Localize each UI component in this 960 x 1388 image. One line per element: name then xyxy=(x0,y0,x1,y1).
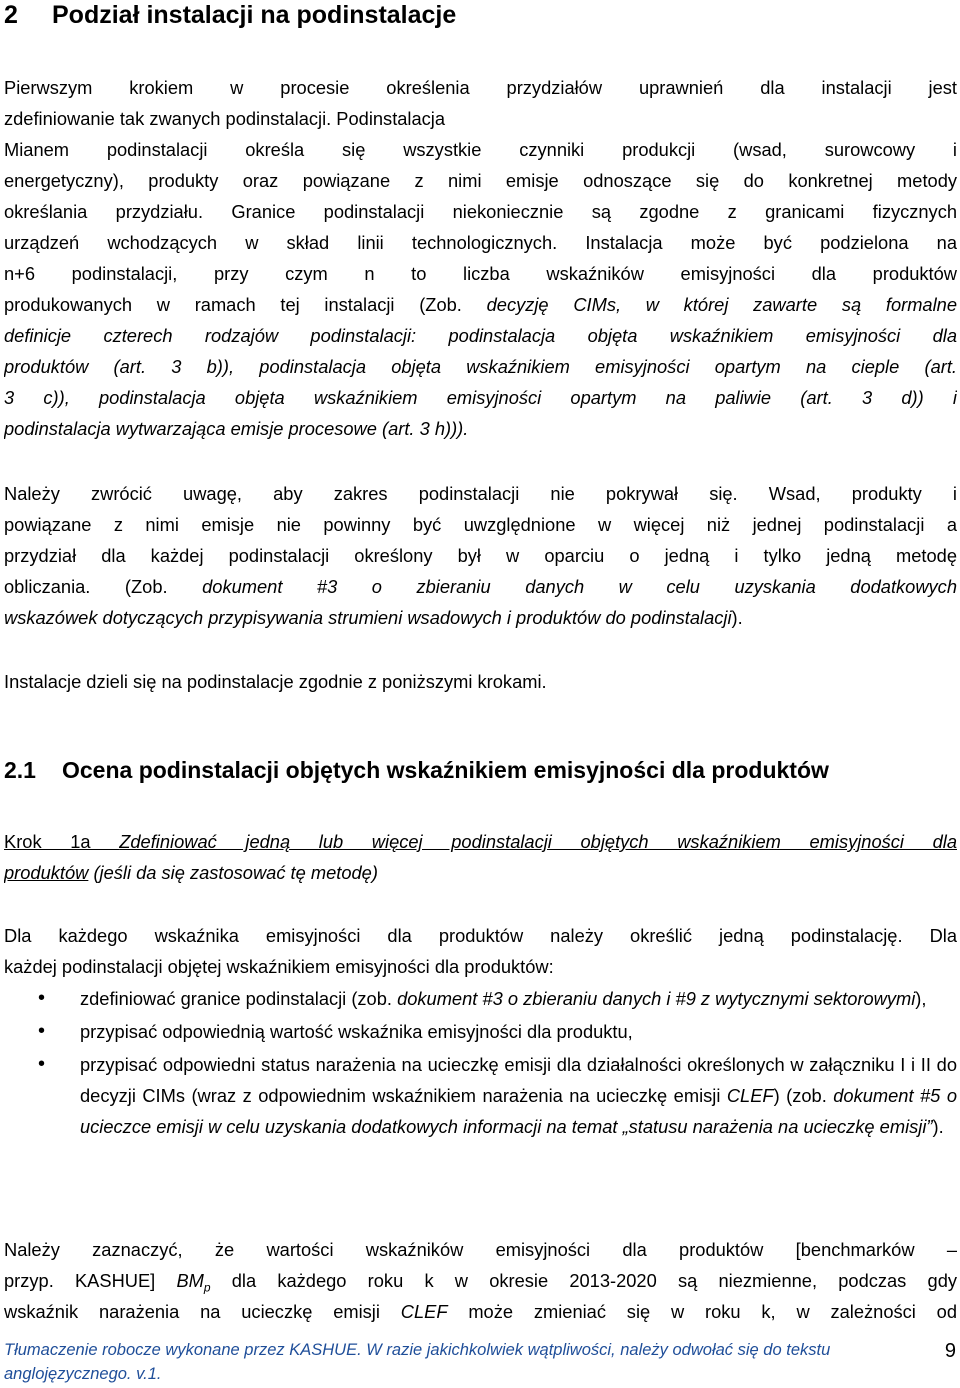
paragraph-per-benchmark: Dla każdego wskaźnika emisyjności dla produktów należy określić jedną podinstalację. Dla każdej podinstalacji objętej wskaźnikiem emisyjności dla produktów: xyxy=(4,925,957,977)
bullet-list xyxy=(4,983,957,1144)
paragraph-intro: Pierwszym krokiem w procesie określenia przydziałów uprawnień dla instalacji jest zdefiniowanie tak zwanych podinstalacji. Podinstalacja Mianem podinstalacji określa się wszystkie czynniki produkcji (wsad, surowcowy i energetyczny), produkty oraz powiązane z nimi emisje odnoszące się do konkretnej metody określania przydziału. Granice podinstalacji niekoniecznie są zgodne z granicami fizycznych urządzeń wchodzących w skład linii technologicznych. Instalacja może być podzielona na n+6 podinstalacji, przy czym n to liczba wskaźników emisyjności dla produktów produkowanych w ramach tej instalacji (Zob. decyzję CIMs, w której zawarte są formalne definicje czterech rodzajów podinstalacji: podinstalacja objęta wskaźnikiem emisyjności dla produktów (art. 3 b)), podinstalacja objęta wskaźnikiem emisyjności opartym na cieple (art. 3 c)), podinstalacja objęta wskaźnikiem emisyjności opartym na paliwie (art. 3 d)) i podinstalacja wytwarzająca emisje procesowe (art. 3 h))). xyxy=(4,77,957,439)
paragraph-overlap-note: Należy zwrócić uwagę, aby zakres podinstalacji nie pokrywał się. Wsad, produkty i powiązane z nimi emisje nie powinny być uwzględnione w więcej niż jednej podinstalacji a przydział dla każdej podinstalacji określony był w oparciu o jedną i tylko jedną metodę obliczania. (Zob. dokument #3 o zbieraniu danych w celu uzyskania dodatkowych wskazówek dotyczących przypisywania strumieni wsadowych i produktów do podinstalacji). xyxy=(4,483,957,628)
paragraph-clef-note: Należy zaznaczyć, że wartości wskaźników emisyjności dla produktów [benchmarków – przyp. KASHUE] $BM_p$ dla każdego roku k w okresie 2013-2020 są niezmienne, podczas gdy wskaźnik narażenia na ucieczkę emisji CLEF może zmieniać się w roku k, w zależności od xyxy=(4,1239,957,1322)
section-number: 2 xyxy=(4,1,18,29)
list-item: • przypisać odpowiednią wartość wskaźnika emisyjności dla produktu, xyxy=(4,1016,957,1047)
section-title: Podział instalacji na podinstalacje xyxy=(52,1,457,29)
list-item: • zdefiniować granice podinstalacji (zob. dokument #3 o zbieraniu danych i #9 z wytycznymi sektorowymi), xyxy=(4,983,957,1014)
subsection-heading xyxy=(4,755,829,785)
bullet-icon: • xyxy=(38,1053,46,1075)
section-heading xyxy=(4,0,456,30)
step-1a-heading: Krok 1a Zdefiniować jedną lub więcej podinstalacji objętych wskaźnikiem emisyjności dla produktów (jeśli da się zastosować tę metodę) xyxy=(4,831,957,883)
footer-note: Tłumaczenie robocze wykonane przez KASHUE. W razie jakichkolwiek wątpliwości, należy odwołać się do tekstu anglojęzycznego. v.1. xyxy=(4,1341,831,1383)
subsection-number: 2.1 xyxy=(4,757,36,783)
page-number: 9 xyxy=(944,1340,956,1362)
subsection-title: Ocena podinstalacji objętych wskaźnikiem emisyjności dla produktów xyxy=(62,757,829,783)
bullet-icon: • xyxy=(38,987,46,1009)
bullet-icon: • xyxy=(38,1020,46,1042)
list-item: • przypisać odpowiedni status narażenia na ucieczkę emisji dla działalności określonych w załączniku I i II do decyzji CIMs (wraz z odpowiednim wskaźnikiem narażenia na ucieczkę emisji CLEF) (zob. dokument #5 o ucieczce emisji w celu uzyskania dodatkowych informacji na temat „statusu narażenia na ucieczkę emisji”). xyxy=(4,1049,957,1142)
paragraph-steps-intro: Instalacje dzieli się na podinstalacje zgodnie z poniższymi krokami. xyxy=(4,671,547,692)
